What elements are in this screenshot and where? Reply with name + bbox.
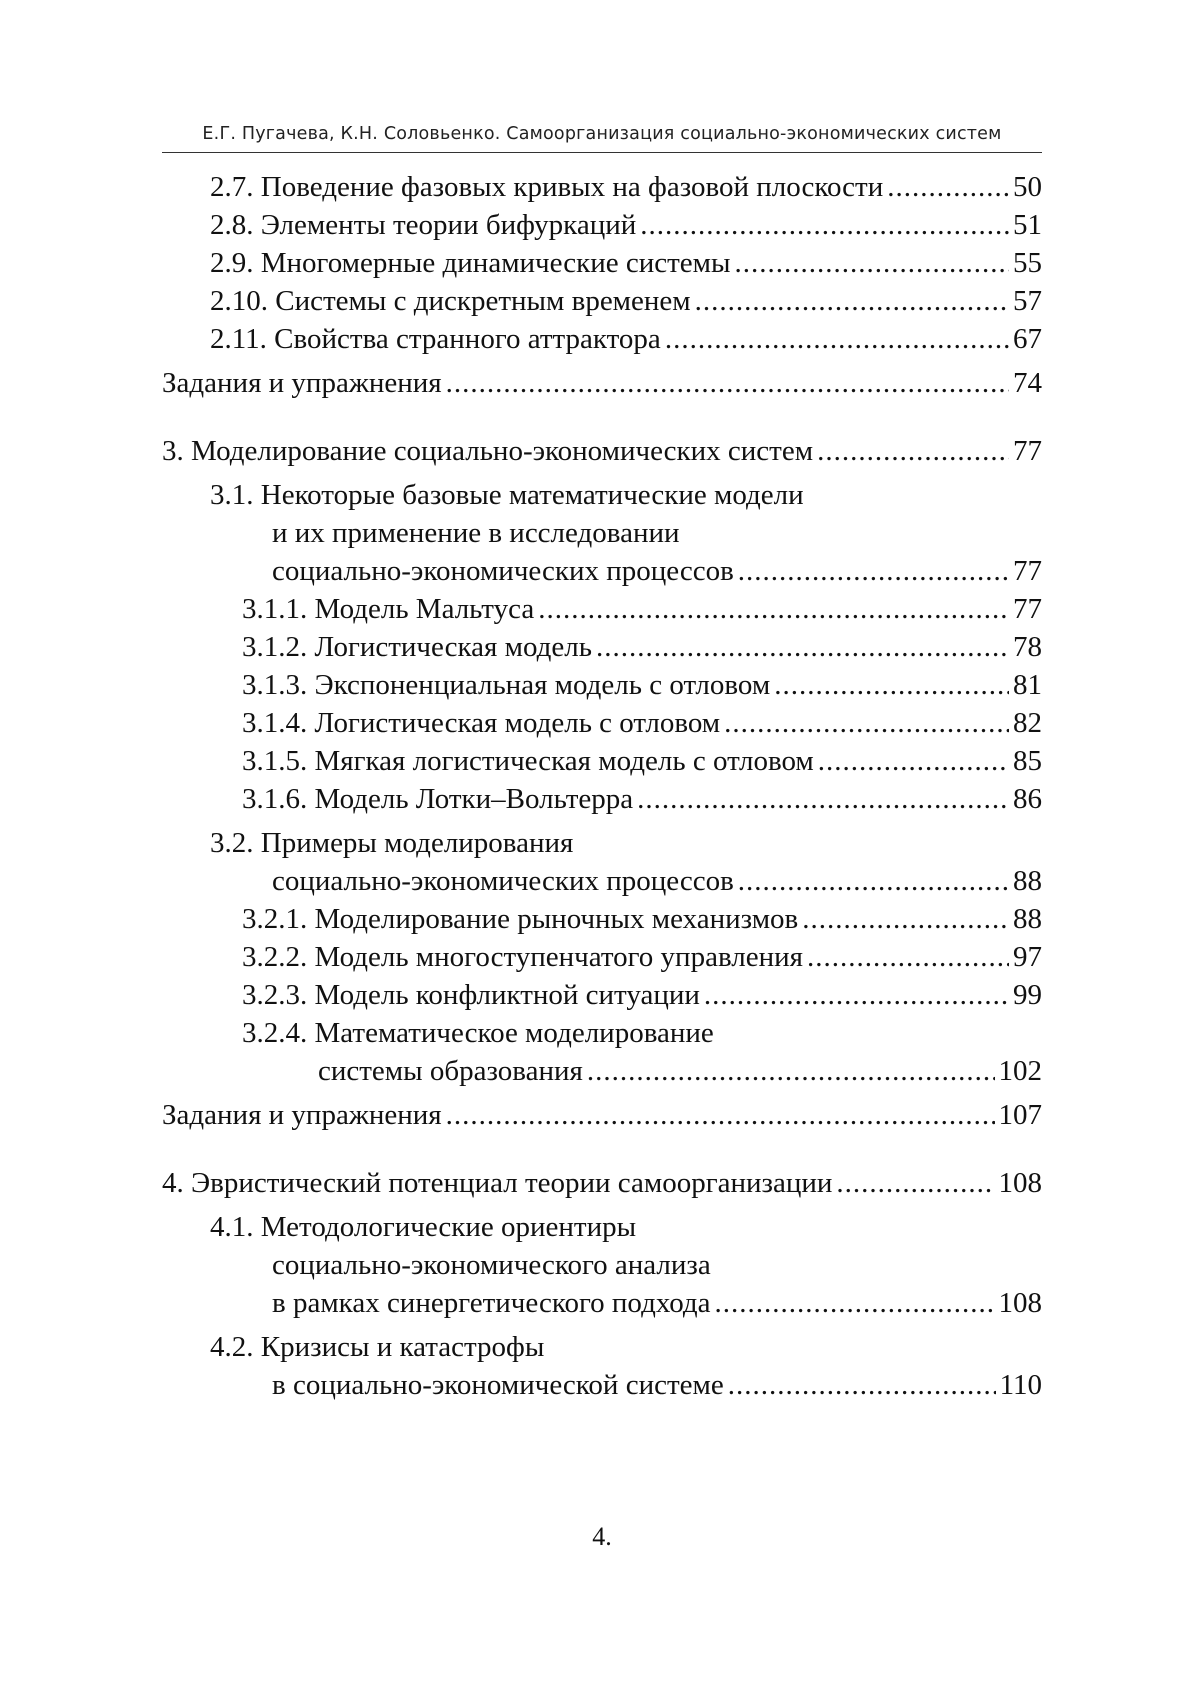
toc-entry-3-1-4[interactable] <box>162 704 1042 742</box>
toc-page-number: 110 <box>999 1369 1042 1401</box>
dot-leader <box>887 168 1009 206</box>
dot-leader <box>774 666 1009 704</box>
toc-entry-title: 2.9. Многомерные динамические системы <box>210 247 731 279</box>
dot-leader <box>817 432 1009 470</box>
toc-entry-title-line: в социально-экономической системе <box>272 1369 724 1401</box>
toc-page-number: 74 <box>1013 367 1042 399</box>
dot-leader <box>695 282 1009 320</box>
toc-entry-title-line: системы образования <box>318 1055 583 1087</box>
toc-entry-title-line: социально-экономических процессов <box>272 555 734 587</box>
dot-leader <box>735 244 1010 282</box>
toc-entry-chapter-4[interactable] <box>162 1164 1042 1202</box>
toc-page-number: 88 <box>1013 865 1042 897</box>
toc-entry-title: 4. Эвристический потенциал теории самоорганизации <box>162 1167 833 1199</box>
toc-entry-title: 3.2.1. Моделирование рыночных механизмов <box>242 903 799 935</box>
toc-page-number: 55 <box>1013 247 1042 279</box>
running-head: Е.Г. Пугачева, К.Н. Соловьенко. Самоорганизация социально-экономических систем <box>202 124 1002 144</box>
toc-entry-3-2-4[interactable] <box>162 1014 1042 1090</box>
toc-entry-2-9[interactable] <box>162 244 1042 282</box>
page-number-footer: 4. <box>592 1522 612 1551</box>
toc-page-number: 99 <box>1013 979 1042 1011</box>
document-page <box>162 0 1042 1700</box>
dot-leader <box>538 590 1009 628</box>
dot-leader <box>587 1052 995 1090</box>
toc-entry-title-line: 4.2. Кризисы и катастрофы <box>210 1331 545 1363</box>
toc-page-number: 78 <box>1013 631 1042 663</box>
toc-page-number: 82 <box>1013 707 1042 739</box>
toc-entry-title: 3.1.1. Модель Мальтуса <box>242 593 535 625</box>
toc-page-number: 57 <box>1013 285 1042 317</box>
toc-entry-title: 3.1.3. Экспоненциальная модель с отловом <box>242 669 771 701</box>
toc-entry-3-2[interactable] <box>162 824 1042 900</box>
toc-page-number: 77 <box>1013 593 1042 625</box>
dot-leader <box>640 206 1009 244</box>
toc-entry-title: 2.10. Системы с дискретным временем <box>210 285 691 317</box>
toc-page-number: 77 <box>1013 555 1042 587</box>
toc-entry-title: 3. Моделирование социально-экономических систем <box>162 435 814 467</box>
toc-page-number: 77 <box>1013 435 1042 467</box>
toc-page-number: 67 <box>1013 323 1042 355</box>
dot-leader <box>818 742 1009 780</box>
toc-entry-4-2[interactable] <box>162 1328 1042 1404</box>
dot-leader <box>807 938 1009 976</box>
toc-entry-title: 3.2.3. Модель конфликтной ситуации <box>242 979 700 1011</box>
toc-entry-title-line: социально-экономических процессов <box>272 865 734 897</box>
toc-entry-3-1-5[interactable] <box>162 742 1042 780</box>
toc-page-number: 108 <box>998 1167 1042 1199</box>
toc-entry-chapter-3[interactable] <box>162 432 1042 470</box>
toc-entry-title-line: 3.1. Некоторые базовые математические модели <box>210 479 804 511</box>
toc-entry-4-1[interactable] <box>162 1208 1042 1322</box>
toc-page-number: 85 <box>1013 745 1042 777</box>
toc-entry-title-line: в рамках синергетического подхода <box>272 1287 711 1319</box>
toc-entry-title-line: и их применение в исследовании <box>272 517 680 549</box>
toc-entry-2-11[interactable] <box>162 320 1042 358</box>
toc-entry-title-line: социально-экономического анализа <box>272 1249 711 1281</box>
toc-entry-title: 3.1.5. Мягкая логистическая модель с отловом <box>242 745 814 777</box>
toc-page-number: 97 <box>1013 941 1042 973</box>
table-of-contents <box>162 168 1042 1404</box>
toc-entry-title: 3.1.2. Логистическая модель <box>242 631 592 663</box>
toc-entry-title: 3.1.4. Логистическая модель с отловом <box>242 707 721 739</box>
header-rule <box>162 152 1042 153</box>
toc-entry-3-1-2[interactable] <box>162 628 1042 666</box>
toc-page-number: 107 <box>998 1099 1042 1131</box>
toc-entry-title: 2.11. Свойства странного аттрактора <box>210 323 661 355</box>
toc-entry-title: Задания и упражнения <box>162 1099 442 1131</box>
toc-page-number: 81 <box>1013 669 1042 701</box>
toc-entry-3-2-2[interactable] <box>162 938 1042 976</box>
toc-entry-title-line: 3.2.4. Математическое моделирование <box>242 1017 714 1049</box>
dot-leader <box>738 552 1009 590</box>
toc-entry-3-1[interactable] <box>162 476 1042 590</box>
dot-leader <box>836 1164 994 1202</box>
toc-page-number: 86 <box>1013 783 1042 815</box>
toc-entry-title: Задания и упражнения <box>162 367 442 399</box>
toc-entry-tasks-3[interactable] <box>162 1096 1042 1134</box>
toc-entry-2-10[interactable] <box>162 282 1042 320</box>
toc-entry-2-7[interactable] <box>162 168 1042 206</box>
toc-entry-2-8[interactable] <box>162 206 1042 244</box>
dot-leader <box>596 628 1009 666</box>
toc-entry-title: 3.1.6. Модель Лотки–Вольтерра <box>242 783 634 815</box>
dot-leader <box>446 364 1009 402</box>
dot-leader <box>728 1366 996 1404</box>
dot-leader <box>704 976 1009 1014</box>
dot-leader <box>802 900 1009 938</box>
toc-page-number: 50 <box>1013 171 1042 203</box>
toc-entry-3-1-3[interactable] <box>162 666 1042 704</box>
toc-entry-3-2-1[interactable] <box>162 900 1042 938</box>
toc-entry-title-line: 3.2. Примеры моделирования <box>210 827 574 859</box>
toc-entry-3-1-1[interactable] <box>162 590 1042 628</box>
dot-leader <box>715 1284 995 1322</box>
toc-page-number: 108 <box>998 1287 1042 1319</box>
toc-entry-title-line: 4.1. Методологические ориентиры <box>210 1211 637 1243</box>
toc-entry-3-1-6[interactable] <box>162 780 1042 818</box>
dot-leader <box>446 1096 995 1134</box>
dot-leader <box>665 320 1009 358</box>
dot-leader <box>724 704 1009 742</box>
toc-entry-tasks-2[interactable] <box>162 364 1042 402</box>
toc-page-number: 88 <box>1013 903 1042 935</box>
toc-entry-title: 2.8. Элементы теории бифуркаций <box>210 209 637 241</box>
toc-entry-title: 3.2.2. Модель многоступенчатого управления <box>242 941 803 973</box>
toc-page-number: 102 <box>998 1055 1042 1087</box>
toc-page-number: 51 <box>1013 209 1042 241</box>
toc-entry-3-2-3[interactable] <box>162 976 1042 1014</box>
toc-entry-title: 2.7. Поведение фазовых кривых на фазовой плоскости <box>210 171 884 203</box>
dot-leader <box>738 862 1009 900</box>
dot-leader <box>637 780 1009 818</box>
